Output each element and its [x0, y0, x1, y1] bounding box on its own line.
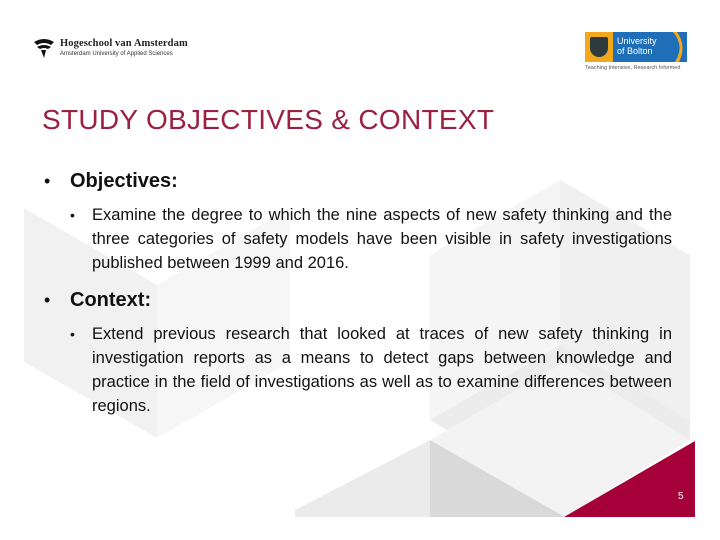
objectives-text: Examine the degree to which the nine aspects of new safety thinking and the three categories of safety models have been visible in safety investigations published between 1999 and 2016.: [92, 206, 672, 272]
bolton-name-line1: University: [617, 36, 657, 46]
bolton-crest-icon: [590, 37, 608, 57]
slide-title: STUDY OBJECTIVES & CONTEXT: [42, 104, 495, 135]
context-text: Extend previous research that looked at traces of new safety thinking in investigation reports as a means to detect gaps between knowledge and practice in the field of investigations as well as to examine differences between regions.: [92, 325, 672, 415]
hogeschool-van-amsterdam-logo: [33, 37, 188, 59]
heading-text: Objectives:: [70, 170, 178, 192]
page-number: 5: [678, 491, 684, 502]
hva-emblem-icon: [33, 37, 55, 59]
bullet: •: [70, 326, 75, 342]
bullet: •: [44, 171, 51, 191]
bolton-name-line2: of Bolton: [617, 46, 653, 56]
bolton-swoosh-icon: [671, 32, 687, 62]
objectives-item: [70, 203, 674, 275]
context-item: [70, 322, 674, 418]
hva-name: Hogeschool van Amsterdam: [60, 38, 188, 49]
slide-body: [44, 170, 674, 432]
bullet: •: [44, 290, 51, 310]
heading-text: Context:: [70, 289, 152, 311]
hva-subtitle: Amsterdam University of Applied Sciences: [60, 51, 173, 57]
section-objectives-heading: [44, 170, 674, 193]
university-of-bolton-logo: [585, 32, 687, 71]
bullet: •: [70, 207, 75, 223]
section-context-heading: [44, 289, 674, 312]
bolton-tagline: Teaching Intensive, Research Informed: [585, 65, 681, 71]
